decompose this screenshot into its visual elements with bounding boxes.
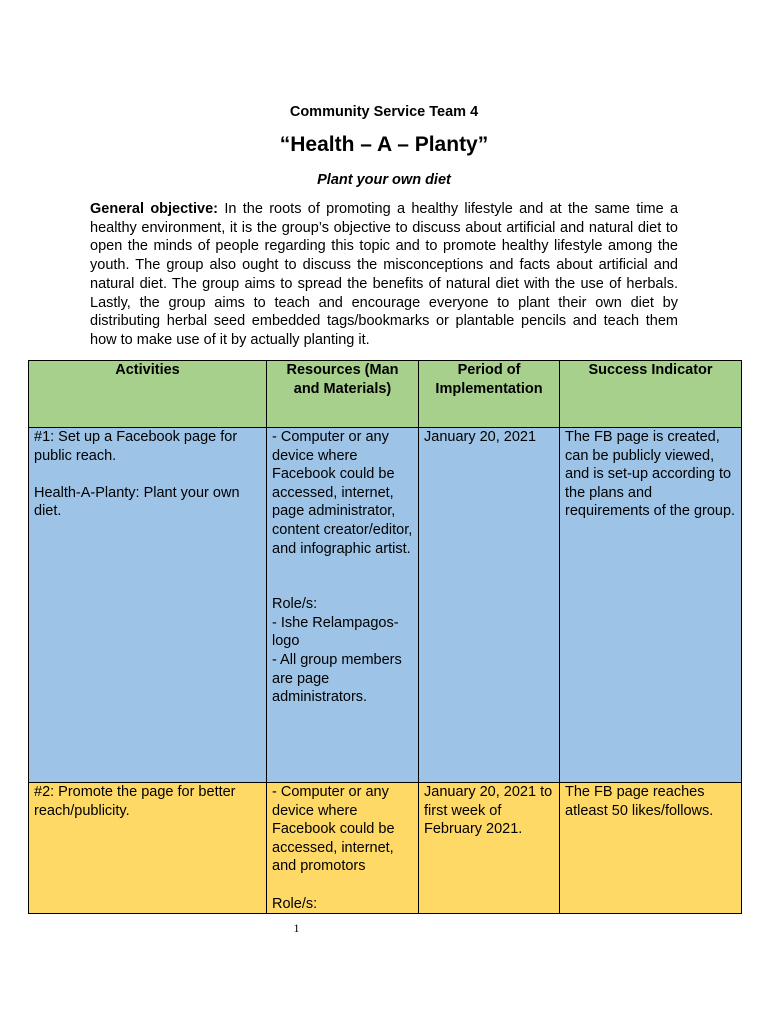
role-item: - All group members are page administrators. bbox=[272, 651, 402, 706]
activity-text: #2: Promote the page for better reach/publicity. bbox=[34, 784, 236, 819]
resources-cell bbox=[267, 783, 419, 914]
header-resources: Resources (Man and Materials) bbox=[267, 361, 419, 428]
table-row bbox=[29, 428, 742, 783]
activity-text: #1: Set up a Facebook page for public reach. bbox=[34, 429, 238, 464]
indicator-cell bbox=[560, 783, 742, 914]
activity-cell bbox=[29, 428, 267, 783]
roles-label: Role/s: bbox=[272, 895, 318, 912]
header-period: Period of Implementation bbox=[419, 361, 560, 428]
objective-label: General objective: bbox=[90, 201, 219, 217]
activities-table bbox=[28, 360, 742, 914]
resources-cell bbox=[267, 428, 419, 783]
table-row bbox=[29, 783, 742, 914]
document-title: “Health – A – Planty” bbox=[279, 133, 489, 156]
header-success-indicator: Success Indicator bbox=[560, 361, 742, 428]
indicator-cell bbox=[560, 428, 742, 783]
indicator-text: The FB page is created, can be publicly viewed, and is set-up according to the plans and requirements of the group. bbox=[565, 429, 736, 520]
activity-extra-text: Health-A-Planty: Plant your own diet. bbox=[34, 484, 240, 520]
period-text: January 20, 2021 bbox=[424, 429, 537, 445]
objective-text: In the roots of promoting a healthy lifestyle and at the same time a healthy environment, it is the group’s objective to discuss about artificial and natural diet to open the minds of people regarding this topic and to promote healthy lifestyle among the youth. The group also ought to discuss the misconceptions and facts about artificial and natural diet. The group aims to spread the benefits of natural diet with the use of herbals. Lastly, the group aims to teach and encourage everyone to plant their own diet by distributing herbal seed embedded tags/bookmarks or plantable pencils and teach them how to make use of it by actually planting it. bbox=[90, 201, 679, 348]
roles-label: Role/s: bbox=[272, 596, 318, 613]
period-cell bbox=[419, 783, 560, 914]
team-heading: Community Service Team 4 bbox=[289, 104, 479, 120]
indicator-text: The FB page reaches atleast 50 likes/follows. bbox=[565, 784, 714, 819]
period-cell bbox=[419, 428, 560, 783]
resources-text: - Computer or any device where Facebook could be accessed, internet, page administrator, content creator/editor, and infographic artist. bbox=[272, 429, 413, 557]
period-text: January 20, 2021 to first week of February 2021. bbox=[424, 784, 553, 838]
resources-text: - Computer or any device where Facebook could be accessed, internet, and promotors bbox=[272, 784, 395, 875]
document-subtitle: Plant your own diet bbox=[317, 172, 451, 188]
activity-cell bbox=[29, 783, 267, 914]
page-number: 1 bbox=[293, 921, 300, 935]
header-activities: Activities bbox=[29, 361, 267, 428]
role-item: - Ishe Relampagos-logo bbox=[272, 614, 399, 650]
table-header-row bbox=[29, 361, 742, 428]
general-objective bbox=[90, 200, 678, 350]
